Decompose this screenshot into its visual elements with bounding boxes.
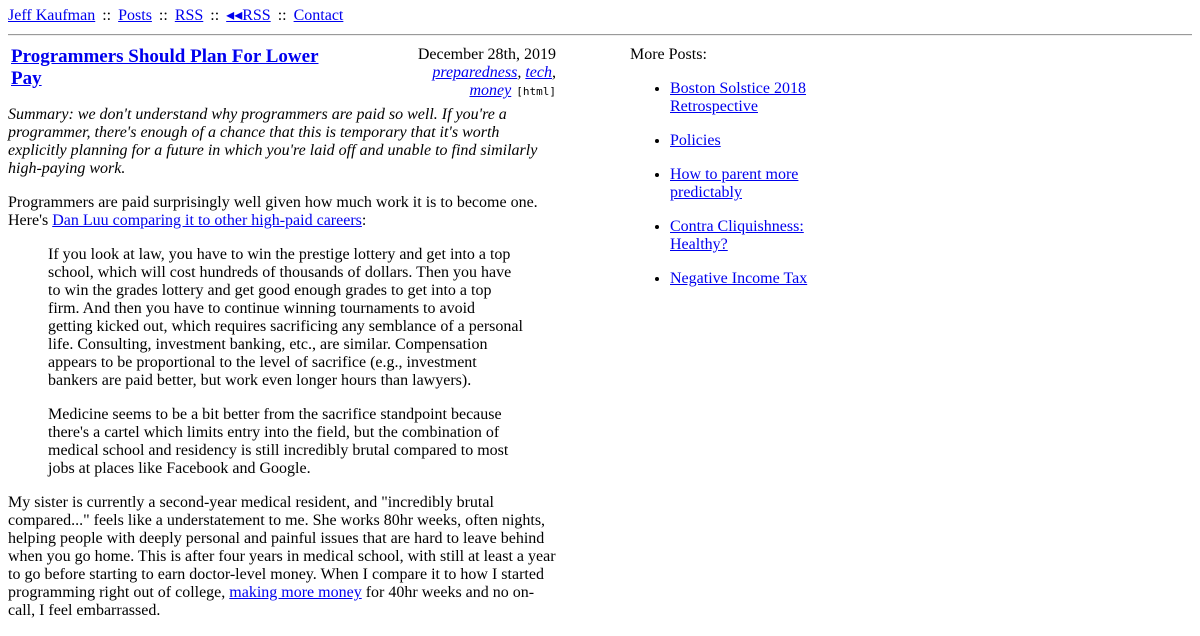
list-item — [670, 270, 830, 288]
sidebar — [630, 46, 830, 304]
tag-separator: , — [517, 64, 522, 81]
more-post-link[interactable]: Boston Solstice 2018 Retrospective — [670, 80, 807, 115]
summary-text: we don't understand why programmers are paid so well. If you're a programmer, there's enough of a chance that this is temporary that it's worth explicitly planning for a future in which you're laid off and unable to find similarly high-paying work. — [8, 106, 538, 177]
paragraph-2-text: My sister is currently a second-year medical resident, and "incredibly brutal compared..." feels like a understatement to me. She works 80hr weeks, often nights, helping people with deeply personal and painful issues that are hard to leave behind when you go home. This is after four years in medical school, with still at least a year to go before starting to earn doctor-level money. When I compare it to how I started programming right out of college, — [8, 494, 556, 601]
article — [8, 46, 556, 636]
quote-paragraph-1: If you look at law, you have to win the prestige lottery and get into a top school, which will cost hundreds of thousands of dollars. Then you have to win the grades lottery and get good enough grades to get into a top firm. And then you have to continue winning tournaments to avoid getting kicked out, which requires sacrificing any semblance of a personal life. Consulting, investment banking, etc., are similar. Compensation appears to be proportional to the level of sacrifice (e.g., investment bankers are paid better, but work even longer hours than lawyers). — [48, 246, 523, 389]
sidebar-heading: More Posts: — [630, 46, 707, 63]
quote-block — [48, 246, 523, 478]
list-item — [670, 218, 830, 254]
nav-separator: :: — [277, 7, 287, 24]
post-title-link[interactable]: Programmers Should Plan For Lower Pay — [11, 46, 319, 89]
post-tags — [432, 64, 556, 99]
post-meta — [356, 46, 556, 101]
paragraph-1 — [8, 194, 556, 230]
making-more-money-link[interactable]: making more money — [229, 584, 362, 601]
summary-label: Summary: — [8, 106, 74, 123]
dan-luu-link[interactable]: Dan Luu comparing it to other high-paid careers — [52, 212, 362, 229]
nav-rss-link[interactable]: RSS — [174, 7, 204, 24]
post-header — [8, 46, 556, 106]
paragraph-1-end: : — [361, 212, 367, 229]
post-date: December 28th, 2019 — [417, 46, 556, 63]
nav-separator: :: — [210, 7, 220, 24]
paragraph-2-end: for 40hr weeks and no on-call, I feel embarrassed. — [8, 584, 535, 619]
tag-separator: , — [552, 64, 556, 81]
nav-posts-link[interactable]: Posts — [118, 7, 152, 24]
paragraph-1-text: Programmers are paid surprisingly well given how much work it is to become one. Here's — [8, 194, 538, 229]
list-item — [670, 80, 830, 116]
nav-home-link[interactable]: Jeff Kaufman — [8, 7, 96, 24]
tag-link-preparedness[interactable]: preparedness — [432, 64, 518, 81]
tag-link-tech[interactable]: tech — [525, 64, 552, 81]
list-item — [670, 166, 830, 202]
nav-separator: :: — [158, 7, 168, 24]
more-post-link[interactable]: How to parent more predictably — [670, 166, 799, 201]
more-post-link[interactable]: Contra Cliquishness: Healthy? — [670, 218, 804, 253]
paragraph-2 — [8, 494, 556, 620]
nav-separator: :: — [102, 7, 112, 24]
top-nav — [8, 7, 343, 25]
more-posts-list — [630, 80, 830, 288]
html-format-label: [html] — [516, 85, 556, 98]
quote-paragraph-2: Medicine seems to be a bit better from the sacrifice standpoint because there's a cartel which limits entry into the field, but the combination of medical school and residency is still incredibly brutal compared to most jobs at places like Facebook and Google. — [48, 406, 509, 477]
more-post-link[interactable]: Policies — [670, 132, 721, 149]
header-divider — [8, 34, 1192, 36]
post-title — [11, 46, 351, 90]
nav-rss-alt-link[interactable]: ◂◂RSS — [226, 7, 271, 24]
nav-contact-link[interactable]: Contact — [293, 7, 344, 24]
post-summary — [8, 106, 556, 178]
tag-link-money[interactable]: money — [469, 82, 512, 99]
more-post-link[interactable]: Negative Income Tax — [670, 270, 808, 287]
list-item — [670, 132, 830, 150]
